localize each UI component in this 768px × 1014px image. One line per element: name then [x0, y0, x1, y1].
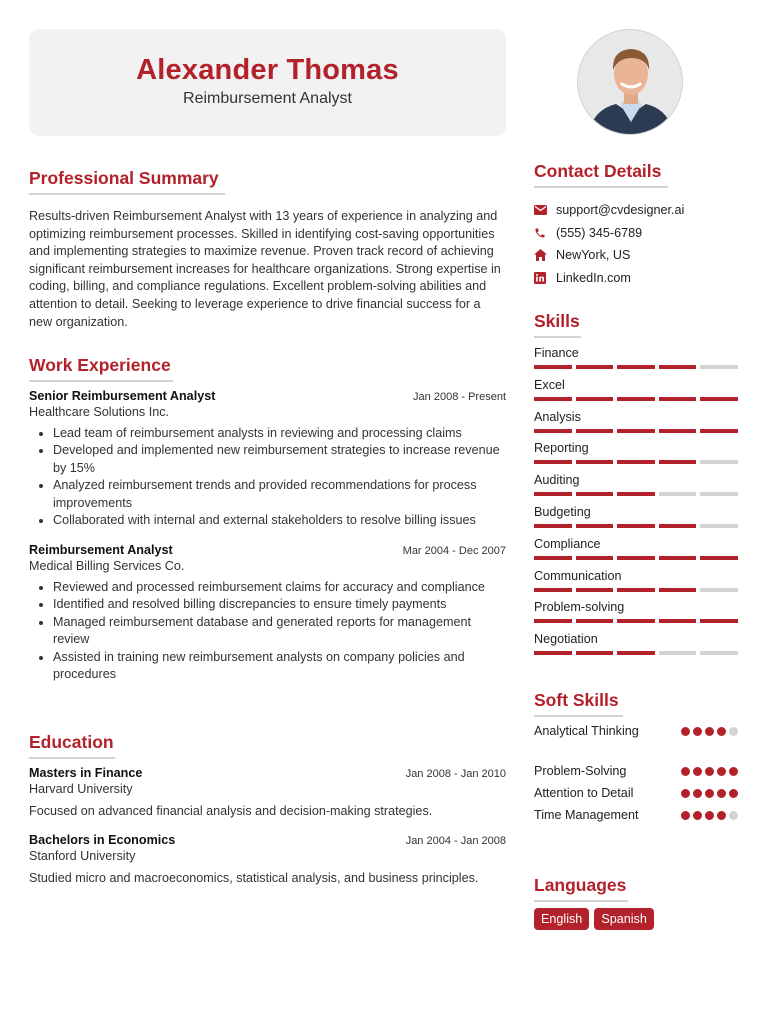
job-bullet: Lead team of reimbursement analysts in reviewing and processing claims	[29, 425, 506, 442]
skill-item	[534, 346, 738, 369]
skill-level-segment	[700, 588, 738, 592]
avatar	[577, 29, 683, 135]
contact-linkedin-text: LinkedIn.com	[556, 270, 631, 285]
skill-level-segment	[700, 460, 738, 464]
job-bullet: Collaborated with internal and external stakeholders to resolve billing issues	[29, 512, 506, 529]
skill-level-bar	[534, 397, 738, 401]
skill-level-segment	[576, 651, 614, 655]
soft-skill-name: Time Management	[534, 808, 639, 822]
rating-dot	[705, 767, 714, 776]
summary-text: Results-driven Reimbursement Analyst with 13 years of experience in analyzing and optimizing reimbursement processes. Skilled in identifying cost-saving opportunities and implementing strategies to maximize revenue. Proven track record of achieving significant reimbursement increases for healthcare organizations. Strong expertise in coding, billing, and compliance regulations. Excellent problem-solving abilities and attention to detail. Seeking to leverage experience to drive financial success for a new organization.	[29, 209, 501, 329]
soft-skill-item	[534, 724, 738, 738]
skill-level-segment	[617, 397, 655, 401]
soft-skill-rating	[681, 789, 738, 798]
section-underline	[534, 186, 668, 188]
soft-skill-rating	[681, 767, 738, 776]
skill-level-segment	[617, 651, 655, 655]
job-org: Medical Billing Services Co.	[29, 559, 185, 573]
skill-level-segment	[659, 429, 697, 433]
skill-item	[534, 569, 738, 592]
edu-desc: Focused on advanced financial analysis and decision-making strategies.	[29, 804, 433, 818]
skill-name: Analysis	[534, 410, 581, 424]
edu-school: Harvard University	[29, 782, 133, 796]
rating-dot	[729, 727, 738, 736]
rating-dot	[729, 811, 738, 820]
skill-level-segment	[700, 365, 738, 369]
skill-name: Communication	[534, 569, 622, 583]
job-date: Jan 2008 - Present	[413, 391, 506, 403]
section-underline	[534, 715, 623, 717]
rating-dot	[693, 727, 702, 736]
job-bullet: Managed reimbursement database and generated reports for management review	[29, 614, 506, 649]
job-bullets	[29, 579, 506, 683]
job-bullet: Assisted in training new reimbursement analysts on company policies and procedures	[29, 649, 506, 684]
skill-level-segment	[659, 556, 697, 560]
rating-dot	[693, 811, 702, 820]
skill-level-segment	[617, 619, 655, 623]
languages-list	[534, 908, 654, 930]
skill-level-segment	[700, 429, 738, 433]
rating-dot	[681, 727, 690, 736]
home-icon	[534, 249, 556, 261]
skill-level-segment	[617, 429, 655, 433]
skill-level-segment	[617, 365, 655, 369]
skill-level-segment	[700, 492, 738, 496]
skill-level-segment	[576, 619, 614, 623]
skill-level-bar	[534, 619, 738, 623]
candidate-title: Reimbursement Analyst	[183, 90, 352, 107]
section-title-summary-text: Professional Summary	[29, 168, 219, 188]
skill-level-segment	[534, 556, 572, 560]
section-underline	[29, 193, 225, 195]
soft-skill-name: Problem-Solving	[534, 764, 627, 778]
skill-level-segment	[576, 588, 614, 592]
section-underline	[29, 757, 115, 759]
skill-level-bar	[534, 524, 738, 528]
skill-name: Excel	[534, 378, 565, 392]
skill-level-segment	[534, 365, 572, 369]
section-title-soft-skills-text: Soft Skills	[534, 690, 619, 710]
skill-item	[534, 537, 738, 560]
soft-skill-name: Attention to Detail	[534, 786, 634, 800]
rating-dot	[717, 789, 726, 798]
section-underline	[534, 900, 628, 902]
skill-item	[534, 600, 738, 623]
skill-level-bar	[534, 492, 738, 496]
section-title-languages	[534, 875, 628, 902]
skill-level-segment	[659, 588, 697, 592]
soft-skill-rating	[681, 811, 738, 820]
skill-item	[534, 632, 738, 655]
section-title-education	[29, 732, 115, 759]
rating-dot	[717, 811, 726, 820]
section-title-experience-text: Work Experience	[29, 355, 171, 375]
skill-level-segment	[659, 524, 697, 528]
rating-dot	[681, 767, 690, 776]
skill-item	[534, 473, 738, 496]
edu-school: Stanford University	[29, 849, 136, 863]
rating-dot	[729, 789, 738, 798]
skill-level-bar	[534, 365, 738, 369]
skill-level-segment	[700, 397, 738, 401]
section-underline	[534, 336, 581, 338]
skill-level-segment	[617, 460, 655, 464]
job-org: Healthcare Solutions Inc.	[29, 405, 170, 419]
skill-level-segment	[659, 651, 697, 655]
soft-skill-rating	[681, 727, 738, 736]
header-box	[29, 29, 506, 136]
job-date: Mar 2004 - Dec 2007	[402, 545, 506, 557]
soft-skill-item	[534, 786, 738, 800]
contact-email[interactable]	[534, 199, 744, 222]
skill-level-segment	[700, 651, 738, 655]
skill-level-segment	[617, 556, 655, 560]
job-bullet: Reviewed and processed reimbursement claims for accuracy and compliance	[29, 579, 506, 596]
edu-degree: Masters in Finance	[29, 766, 143, 780]
contact-email-text: support@cvdesigner.ai	[556, 203, 685, 218]
skill-level-bar	[534, 588, 738, 592]
education-entry	[29, 766, 506, 820]
skill-name: Finance	[534, 346, 579, 360]
rating-dot	[729, 767, 738, 776]
rating-dot	[693, 767, 702, 776]
skill-level-segment	[576, 397, 614, 401]
job-bullet: Developed and implemented new reimbursement strategies to increase revenue by 15%	[29, 442, 506, 477]
contact-phone[interactable]	[534, 222, 744, 245]
skill-level-segment	[534, 619, 572, 623]
section-title-skills-text: Skills	[534, 311, 580, 331]
rating-dot	[705, 727, 714, 736]
skill-level-segment	[534, 588, 572, 592]
skill-level-segment	[576, 556, 614, 560]
envelope-icon	[534, 205, 556, 215]
linkedin-icon	[534, 272, 556, 284]
skill-level-bar	[534, 460, 738, 464]
skill-item	[534, 441, 738, 464]
language-badge: English	[534, 908, 589, 930]
skill-level-segment	[659, 492, 697, 496]
skill-level-segment	[534, 524, 572, 528]
contact-location-text: NewYork, US	[556, 248, 631, 263]
rating-dot	[705, 811, 714, 820]
section-title-contact-text: Contact Details	[534, 161, 662, 181]
rating-dot	[717, 727, 726, 736]
job-role: Reimbursement Analyst	[29, 543, 173, 557]
skill-name: Auditing	[534, 473, 580, 487]
skill-level-bar	[534, 556, 738, 560]
skill-level-segment	[700, 524, 738, 528]
edu-desc: Studied micro and macroeconomics, statistical analysis, and business principles.	[29, 871, 479, 885]
section-title-summary	[29, 168, 225, 195]
edu-date: Jan 2008 - Jan 2010	[405, 768, 506, 780]
section-title-contact	[534, 161, 668, 188]
skill-level-bar	[534, 429, 738, 433]
skill-level-segment	[700, 619, 738, 623]
skill-name: Problem-solving	[534, 600, 625, 614]
contact-location	[534, 244, 744, 267]
soft-skill-name: Analytical Thinking	[534, 724, 639, 738]
language-badge: Spanish	[594, 908, 654, 930]
job-bullets	[29, 425, 506, 529]
rating-dot	[681, 789, 690, 798]
job-bullet: Identified and resolved billing discrepancies to ensure timely payments	[29, 596, 506, 613]
section-title-languages-text: Languages	[534, 875, 627, 895]
skill-name: Negotiation	[534, 632, 598, 646]
skill-level-segment	[659, 460, 697, 464]
job-role: Senior Reimbursement Analyst	[29, 389, 216, 403]
soft-skill-item	[534, 808, 738, 822]
soft-skill-item	[534, 764, 738, 778]
skill-level-segment	[617, 492, 655, 496]
contact-phone-text: (555) 345-6789	[556, 225, 643, 240]
edu-date: Jan 2004 - Jan 2008	[405, 835, 506, 847]
skill-level-segment	[617, 524, 655, 528]
profile-photo-icon	[578, 30, 683, 135]
skill-level-segment	[534, 397, 572, 401]
skill-name: Budgeting	[534, 505, 591, 519]
skill-level-segment	[659, 397, 697, 401]
skill-level-segment	[576, 460, 614, 464]
skill-level-segment	[659, 365, 697, 369]
candidate-name: Alexander Thomas	[136, 54, 399, 86]
skill-level-segment	[576, 429, 614, 433]
skill-item	[534, 378, 738, 401]
skill-item	[534, 410, 738, 433]
skill-level-segment	[534, 651, 572, 655]
rating-dot	[681, 811, 690, 820]
skill-item	[534, 505, 738, 528]
phone-icon	[534, 227, 556, 239]
skill-level-segment	[617, 588, 655, 592]
job-entry	[29, 543, 506, 683]
contact-list	[534, 199, 744, 289]
skill-level-segment	[534, 460, 572, 464]
skill-level-segment	[700, 556, 738, 560]
section-title-experience	[29, 355, 173, 382]
skill-name: Compliance	[534, 537, 601, 551]
rating-dot	[693, 789, 702, 798]
skill-level-segment	[534, 429, 572, 433]
skill-level-bar	[534, 651, 738, 655]
education-entry	[29, 833, 506, 887]
section-title-skills	[534, 311, 581, 338]
skill-level-segment	[576, 492, 614, 496]
rating-dot	[705, 789, 714, 798]
rating-dot	[717, 767, 726, 776]
skill-level-segment	[576, 524, 614, 528]
job-bullet: Analyzed reimbursement trends and provided recommendations for process improvements	[29, 477, 506, 512]
section-title-education-text: Education	[29, 732, 114, 752]
skill-level-segment	[576, 365, 614, 369]
section-underline	[29, 380, 173, 382]
section-title-soft-skills	[534, 690, 623, 717]
skill-level-segment	[534, 492, 572, 496]
edu-degree: Bachelors in Economics	[29, 833, 176, 847]
contact-linkedin[interactable]	[534, 267, 744, 290]
job-entry	[29, 389, 506, 529]
skill-name: Reporting	[534, 441, 589, 455]
skill-level-segment	[659, 619, 697, 623]
